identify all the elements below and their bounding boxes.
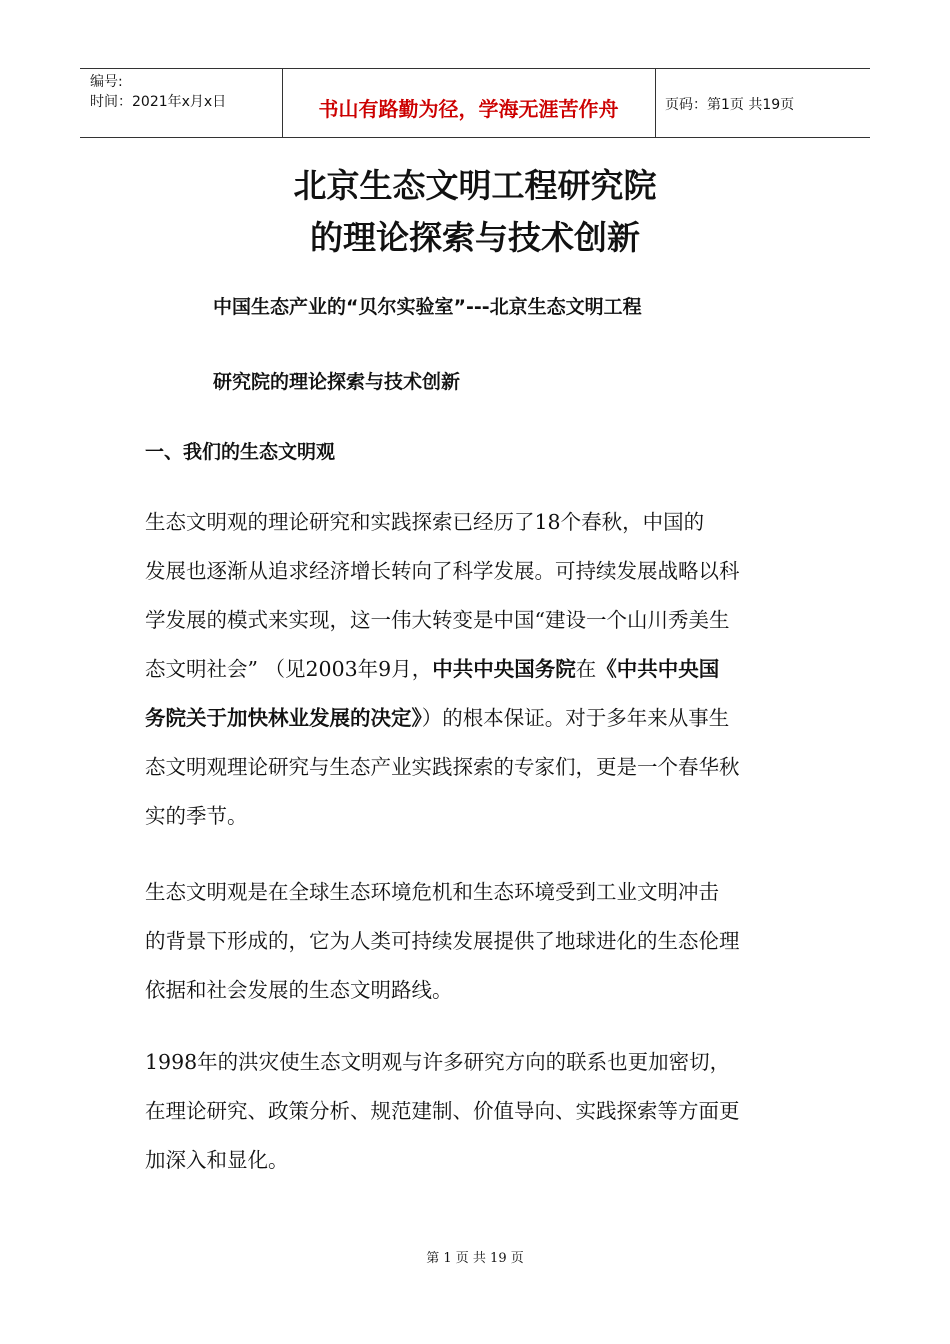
paragraph-line: 在理论研究、政策分析、规范建制、价值导向、实践探索等方面更: [145, 1099, 740, 1123]
paragraph-line: [145, 694, 805, 743]
title-line-2: 的理论探索与技术创新: [310, 218, 640, 257]
paragraph-line: 实的季节。: [145, 804, 248, 828]
document-header: [80, 68, 870, 138]
paragraph-2: [145, 868, 805, 1015]
serial-label: 编号:: [90, 74, 123, 90]
paragraph-line: 1998年的洪灾使生态文明观与许多研究方向的联系也更加密切，: [145, 1050, 731, 1074]
subtitle-line-2: 研究院的理论探索与技术创新: [213, 371, 461, 393]
paragraph-line: 加深入和显化。: [145, 1148, 289, 1172]
text-run: 态文明社会” （见2003年9月，: [145, 657, 433, 681]
text-run: 在: [575, 657, 597, 681]
date-line: 时间：2021年x月x日: [90, 94, 227, 110]
bold-org-name: 中共中央国务院: [432, 657, 576, 681]
header-meta-cell: [80, 69, 283, 137]
section-heading: 一、我们的生态文明观: [145, 441, 336, 463]
subtitle-line-1: 中国生态产业的“贝尔实验室”---北京生态文明工程: [213, 296, 642, 318]
paragraph-line: 学发展的模式来实现，这一伟大转变是中国“建设一个山川秀美生: [145, 608, 730, 632]
text-run: ）的根本保证。对于多年来从事生: [421, 706, 730, 730]
page-footer: 第 1 页 共 19 页: [426, 1251, 524, 1266]
paragraph-line: 发展也逐渐从追求经济增长转向了科学发展。可持续发展战略以科: [145, 559, 740, 583]
header-motto-cell: [282, 69, 656, 137]
paragraph-line: 生态文明观是在全球生态环境危机和生态环境受到工业文明冲击: [145, 880, 719, 904]
header-page-cell: [655, 69, 870, 137]
paragraph-line: 的背景下形成的，它为人类可持续发展提供了地球进化的生态伦理: [145, 929, 740, 953]
title-line-1: 北京生态文明工程研究院: [293, 166, 657, 205]
paragraph-line: 态文明观理论研究与生态产业实践探索的专家们，更是一个春华秋: [145, 755, 740, 779]
motto: 书山有路勤为径，学海无涯苦作舟: [318, 97, 619, 121]
bold-document-title: 务院关于加快林业发展的决定》: [145, 706, 422, 730]
paragraph-1: [145, 498, 805, 841]
page-info: 页码：第1页 共19页: [665, 97, 795, 113]
paragraph-3: [145, 1038, 805, 1185]
paragraph-line: [145, 645, 805, 694]
paragraph-line: 生态文明观的理论研究和实践探索已经历了18个春秋，中国的: [145, 510, 705, 534]
paragraph-line: 依据和社会发展的生态文明路线。: [145, 978, 453, 1002]
bold-document-title: 《中共中央国: [596, 657, 720, 681]
